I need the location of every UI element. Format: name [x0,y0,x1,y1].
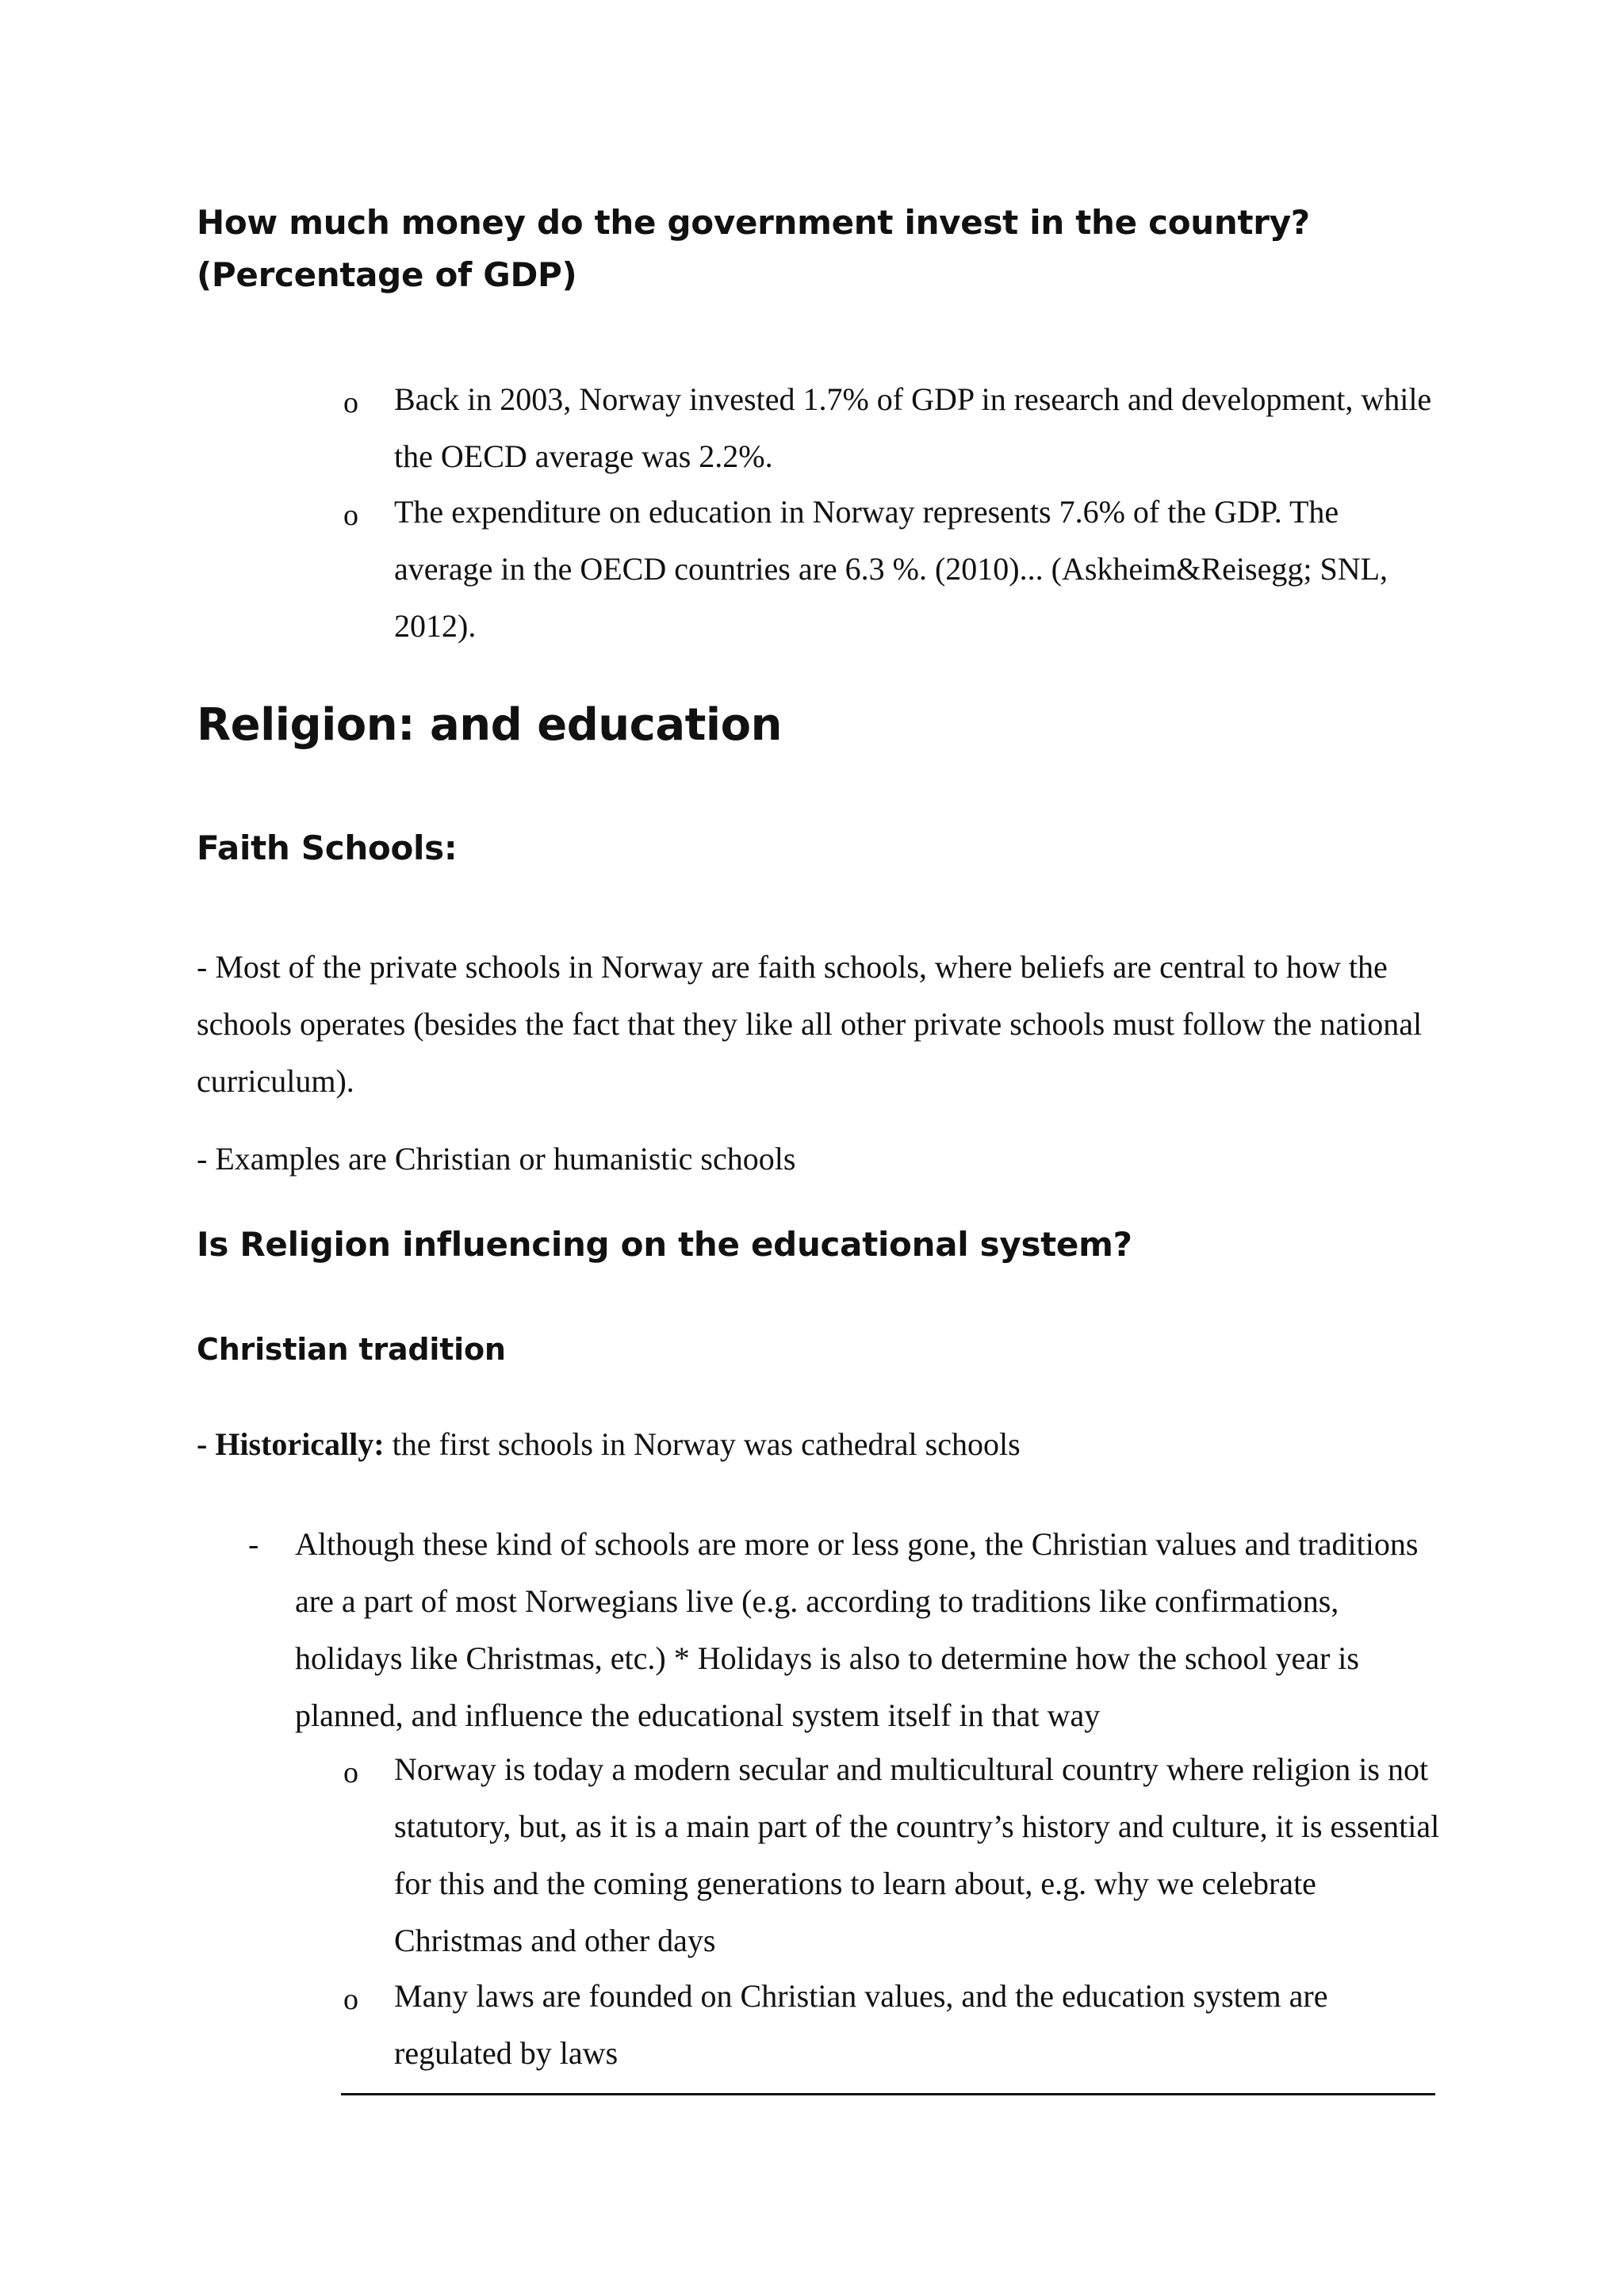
religion-heading: Religion: and education [197,699,782,751]
faith-schools-paragraph: - Most of the private schools in Norway are faith schools, where beliefs are central to how the schools operates (besides the fact that they like all other private schools must follow the national curriculum). [197,949,1423,1099]
religion-influence-heading: Is Religion influencing on the educational system? [197,1225,1132,1264]
sub-bullet-text: Norway is today a modern secular and multicultural country where religion is not statutory, but, as it is a main part of the country’s history and culture, it is essential for this and the coming generations to learn about, e.g. why we celebrate Christmas and other days [394,1751,1440,1958]
dash-item-text: Although these kind of schools are more or less gone, the Christian values and traditions are a part of most Norwegians live (e.g. according to traditions like confirmations, holidays like Christmas, etc.) * Holidays is also to determine how the school year is planned, and influence the educational system itself in that way [295,1526,1419,1733]
bullet-marker: o [343,1983,358,2016]
gdp-bullet-item [0,484,1624,658]
sub-bullet-item [0,1741,1624,1971]
christian-tradition-subheading: Christian tradition [197,1332,506,1367]
historically-label: - Historically: [197,1426,385,1462]
bullet-marker: o [343,499,358,532]
gdp-bullet-text: Back in 2003, Norway invested 1.7% of GDP in research and development, while the OECD average was 2.2%. [394,381,1432,474]
historically-line [197,1416,1450,1473]
sub-bullet-text: Many laws are founded on Christian values, and the education system are regulated by laws [394,1978,1328,2071]
gdp-heading: How much money do the government invest in the country? (Percentage of GDP) [197,203,1310,294]
bullet-marker: o [343,1756,358,1789]
footnote-separator [341,2093,1435,2095]
faith-schools-examples: - Examples are Christian or humanistic schools [197,1141,796,1177]
faith-schools-heading: Faith Schools: [197,828,458,867]
dash-list-item [0,1516,1624,1746]
bullet-marker: o [343,386,358,419]
sub-bullet-item [0,1968,1624,2087]
dash-marker: - [248,1526,259,1562]
historically-text: the first schools in Norway was cathedral schools [384,1426,1021,1462]
gdp-bullet-item [0,371,1624,490]
gdp-bullet-text: The expenditure on education in Norway represents 7.6% of the GDP. The average in the OECD countries are 6.3 %. (2010)... (Askheim&Reisegg; SNL, 2012). [394,494,1388,644]
